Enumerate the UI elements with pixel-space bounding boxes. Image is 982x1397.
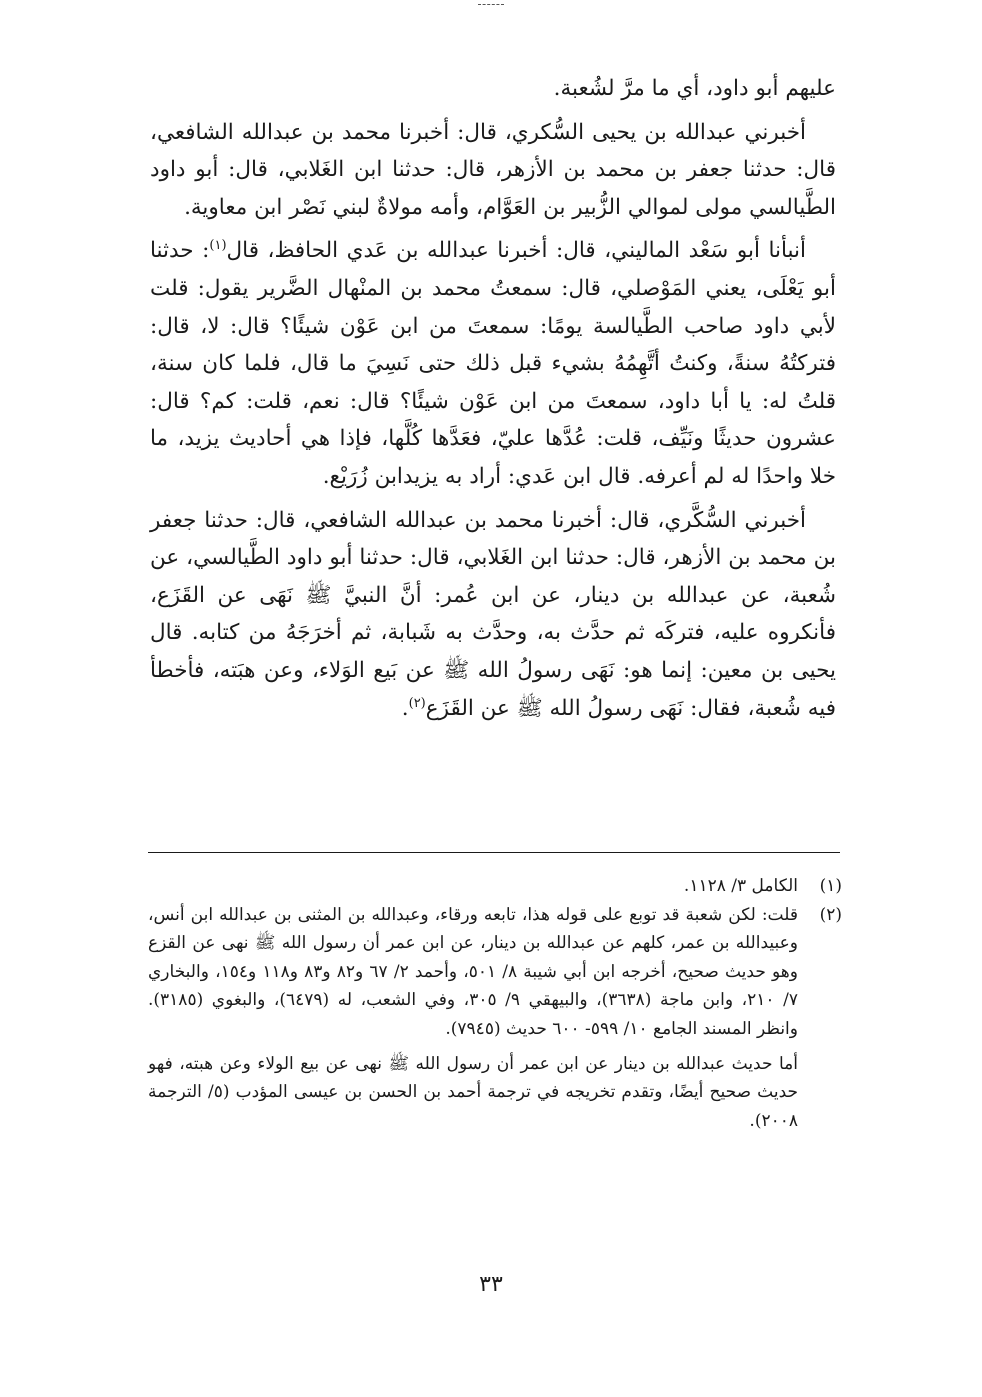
paragraph-1: عليهم أبو داود، أي ما مرَّ لشُعبة.: [553, 76, 836, 101]
main-text: [150, 70, 836, 727]
paragraph-4: [150, 502, 836, 728]
paragraph-3-start: أنبأنا أبو سَعْد الماليني، قال: أخبرنا عبدالله بن عَدي الحافظ، قال: [226, 238, 806, 264]
footnote-separator: [148, 852, 840, 853]
footnote-marker-2[interactable]: (٢): [408, 695, 426, 711]
footnote-1: [148, 872, 842, 901]
footnote-number: (٢): [819, 904, 842, 925]
paragraph-4-end: .: [401, 695, 409, 721]
paragraph-3: [150, 232, 836, 495]
paragraph-4-text: أخبرني السُّكَّري، قال: أخبرنا محمد بن عبدالله الشافعي، قال: حدثنا جعفر بن محمد بن الأزهر، قال: حدثنا ابن الغَلابي، قال: حدثنا أبو داود الطَّيالسي، عن شُعبة، عن عبدالله بن دينار، عن ابن عُمر: أنَّ النبيَّ ﷺ نَهَى عن القَزَع، فأنكروه عليه، فتركَه ثم حدَّث به، وحدَّث به شَبابة، ثم أخرَجَهُ من كتابه. قال يحيى بن معين: إنما هو: نَهَى رسولُ الله ﷺ عن بَيع الوَلاء، وعن هبَته، فأخطأ فيه شُعبة، فقال: نَهَى رسولُ الله ﷺ عن القَزَع: [150, 507, 836, 721]
paragraph-2: أخبرني عبدالله بن يحيى السُّكري، قال: أخبرنا محمد بن عبدالله الشافعي، قال: حدثنا جعفر بن محمد بن الأزهر، قال: حدثنا ابن الغَلابي، قال: أبو داود الطَّيالسي مولى لموالي الزُّبير بن العَوَّام، وأمه مولاةٌ لبني نَصْر ابن معاوية.: [150, 119, 836, 220]
paragraph-3-rest: : حدثنا أبو يَعْلَى، يعني المَوْصلي، قال: سمعتُ محمد بن المنْهال الضَّرير يقول: قلت لأبي داود صاحب الطَّيالسة يومًا: سمعتَ من ابن عَوْن شيئًا؟ قال: لا، قال: فتركتُهُ سنةً، وكنتُ أتَّهِمُهُ بشيء قبل ذلك حتى نَسِيَ ما قال، فلما كان سنة، قلتُ له: يا أبا داود، سمعتَ من ابن عَوْن شيئًا؟ قال: نعم، قلت: كم؟ قال: عشرون حديثًا ونَيِّف، قلت: عُدَّها عليّ، فعَدَّها كُلَّها، فإذا هي أحاديث يزيد، ما خلا واحدًا له لم أعرفه. قال ابن عَدي: أراد به يزيدابن زُرَيْع.: [150, 238, 837, 489]
footnote-2: [148, 901, 842, 1044]
footnote-number: (١): [819, 876, 842, 896]
footnote-2-continuation: أما حديث عبدالله بن دينار عن ابن عمر أن رسول الله ﷺ نهى عن بيع الولاء وعن هبته، فهو حديث صحيح أيضًا، وتقدم تخريجه في ترجمة أحمد بن الحسن بن عيسى المؤدب (٥/ الترجمة ٢٠٠٨).: [148, 1053, 799, 1131]
footnote-marker-1[interactable]: (١): [209, 238, 227, 254]
footnote-text: قلت: لكن شعبة قد توبع على قوله هذا، تابعه ورقاء، وعبدالله بن المثنى بن عبدالله ابن أنس، وعبيدالله بن عمر، كلهم عن عبدالله بن دينار، عن ابن عمر أن رسول الله ﷺ نهى عن القزع وهو حديث صحيح، أخرجه ابن أبي شيبة ٨/ ٥٠١، وأحمد ٢/ ٦٧ و٨٢ و٨٣ و١١٨ و١٥٤، والبخاري ٧/ ٢١٠، وابن ماجة (٣٦٣٨)، والبيهقي ٩/ ٣٠٥، وفي الشعب، له (٦٤٧٩)، والبغوي (٣١٨٥). وانظر المسند الجامع ١٠/ ٥٩٩- ٦٠٠ حديث (٧٩٤٥).: [148, 904, 798, 1039]
page-number: ٣٣: [479, 1272, 503, 1297]
footnotes: [148, 872, 842, 1135]
footnote-text: الكامل ٣/ ١١٢٨.: [683, 876, 798, 896]
top-crop-mark: [478, 4, 504, 5]
